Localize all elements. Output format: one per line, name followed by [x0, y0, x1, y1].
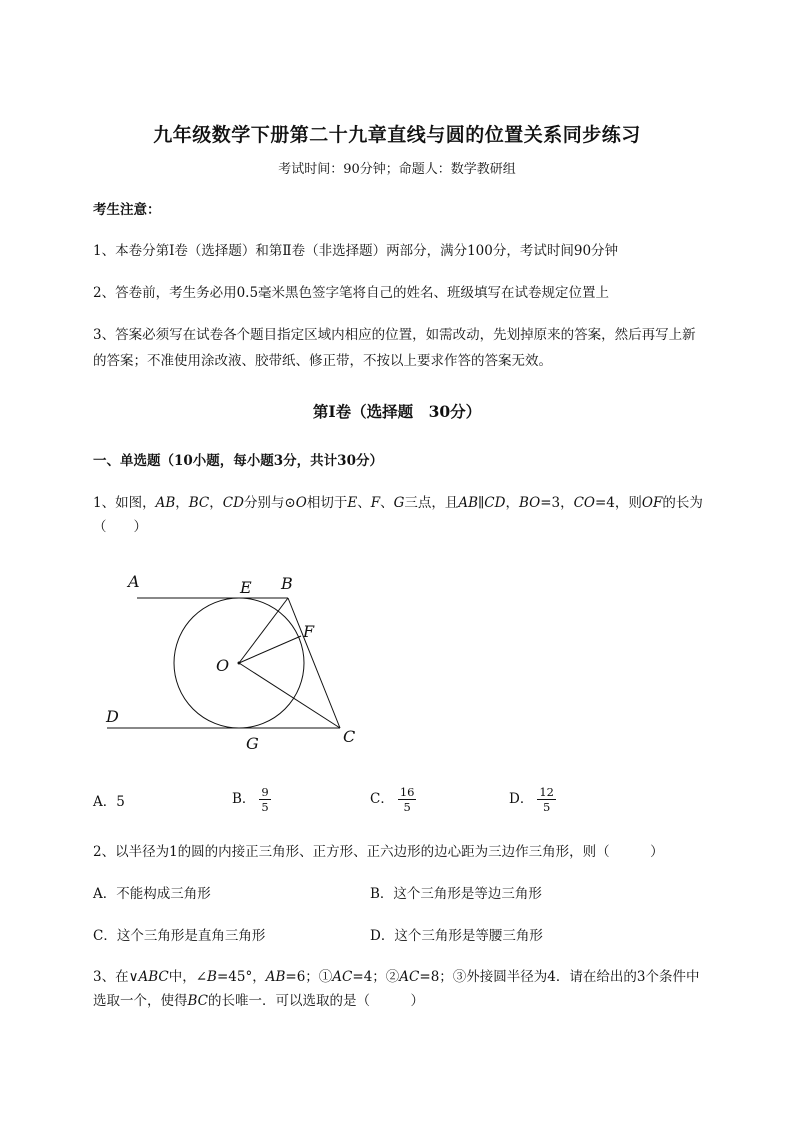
fraction-d: $\frac{12}{5}$	[539, 785, 554, 814]
option-b[interactable]: B．这个三角形是等边三角形	[370, 886, 542, 902]
option-a[interactable]: A．5	[93, 794, 125, 810]
answer-paren: （ ）	[93, 519, 147, 535]
option-c[interactable]: C．这个三角形是直角三角形	[93, 928, 266, 944]
note-item-1: 1、本卷分第I卷（选择题）和第Ⅱ卷（非选择题）两部分，满分100分，考试时间90分钟	[93, 243, 619, 259]
label-d: D	[106, 707, 119, 726]
note-item-3: 3、答案必须写在试卷各个题目指定区域内相应的位置，如需改动，先划掉原来的答案，然后再写上新	[93, 327, 696, 343]
option-d[interactable]: D． $\frac{12}{5}$	[509, 785, 554, 814]
section-title: 第I卷（选择题 30分）	[312, 402, 482, 421]
question-2: 2、以半径为1的圆的内接正三角形、正方形、正六边形的边心距为三边作三角形，则（ ）	[93, 844, 664, 860]
exam-info: 考试时间：90分钟；命题人：数学教研组	[278, 162, 516, 177]
label-f: F	[303, 622, 315, 641]
option-b[interactable]: B． $\frac{9}{5}$	[232, 785, 269, 814]
label-g: G	[246, 734, 259, 753]
option-c[interactable]: C． $\frac{16}{5}$	[370, 785, 415, 814]
label-b: B	[281, 574, 293, 593]
point-o	[238, 662, 241, 665]
segment-of	[239, 636, 301, 663]
fraction-c: $\frac{16}{5}$	[399, 785, 415, 814]
fraction-b: $\frac{9}{5}$	[261, 785, 269, 814]
segment-ob	[239, 598, 288, 663]
geometry-figure	[95, 565, 375, 755]
option-d[interactable]: D．这个三角形是等腰三角形	[370, 928, 543, 944]
notes-heading: 考生注意：	[93, 202, 161, 218]
page-title: 九年级数学下册第二十九章直线与圆的位置关系同步练习	[153, 124, 641, 146]
label-e: E	[240, 578, 252, 597]
note-item-2: 2、答卷前，考生务必用0.5毫米黑色签字笔将自己的姓名、班级填写在试卷规定位置上	[93, 285, 610, 301]
note-item-3-cont: 的答案；不准使用涂改液、胶带纸、修正带，不按以上要求作答的答案无效。	[93, 353, 552, 369]
segment-bc	[288, 598, 340, 728]
question-1: 1、如图，AB，BC，CD分别与⊙O相切于E、F、G三点，且AB∥CD，BO=3，CO=4，则OF的长为 （ ）	[93, 495, 703, 535]
segment-oc	[239, 663, 340, 728]
label-a: A	[128, 572, 140, 591]
question-3: 3、在∨ABC中，∠B=45°，AB=6；①AC=4；②AC=8；③外接圆半径为4．请在给出的3个条件中 选取一个，使得BC的长唯一．可以选取的是（ ）	[93, 969, 700, 1009]
label-c: C	[343, 727, 356, 746]
part-heading: 一、单选题（10小题，每小题3分，共计30分）	[93, 453, 383, 469]
option-a[interactable]: A．不能构成三角形	[93, 886, 211, 902]
label-o: O	[216, 656, 230, 675]
